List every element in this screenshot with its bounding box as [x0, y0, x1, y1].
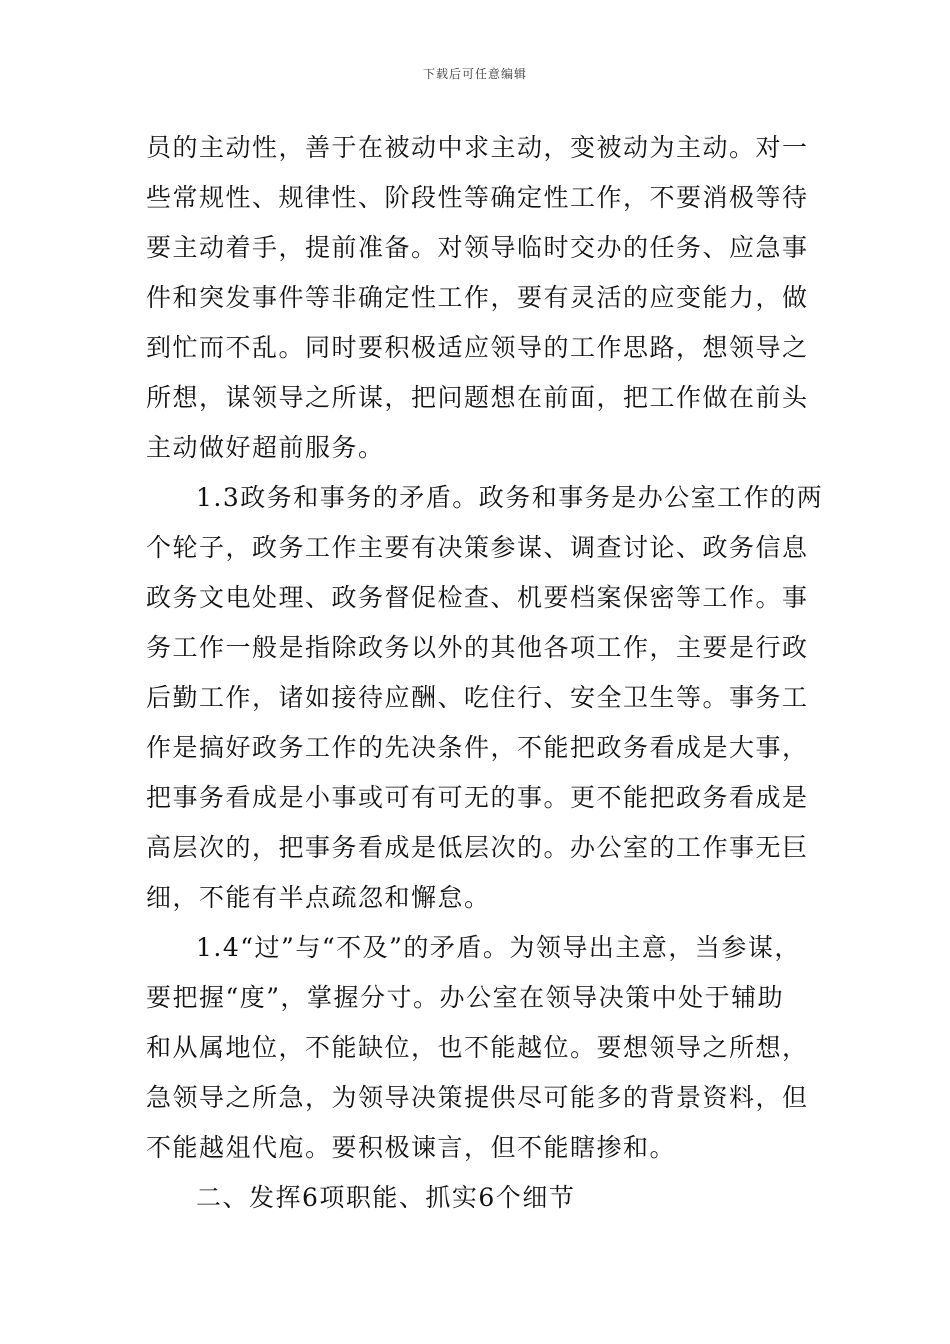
paragraph-start-line: 1.3政务和事务的矛盾。政务和事务是办公室工作的两 [196, 483, 824, 512]
text-line: 后勤工作，诸如接待应酬、吃住行、安全卫生等。事务工 [146, 683, 809, 712]
paragraph-start-line: 1.4“过”与“不及”的矛盾。为领导出主意，当参谋， [196, 933, 801, 962]
text-line: 急领导之所急，为领导决策提供尽可能多的背景资料，但 [146, 1083, 809, 1112]
text-line: 所想，谋领导之所谋，把问题想在前面，把工作做在前头 [146, 383, 809, 412]
text-line: 和从属地位，不能缺位，也不能越位。要想领导之所想， [146, 1033, 809, 1062]
text-line: 员的主动性，善于在被动中求主动，变被动为主动。对一 [146, 133, 809, 162]
text-line: 件和突发事件等非确定性工作，要有灵活的应变能力，做 [146, 283, 809, 312]
page-header: 下载后可任意编辑 [422, 67, 527, 81]
text-line: 要把握“度”，掌握分寸。办公室在领导决策中处于辅助 [146, 983, 785, 1012]
text-line: 到忙而不乱。同时要积极适应领导的工作思路，想领导之 [146, 333, 809, 362]
text-line: 个轮子，政务工作主要有决策参谋、调查讨论、政务信息 [146, 533, 809, 562]
section-heading: 二、发挥6项职能、抓实6个细节 [196, 1183, 576, 1212]
text-line: 些常规性、规律性、阶段性等确定性工作，不要消极等待 [146, 183, 809, 212]
text-line: 作是搞好政务工作的先决条件，不能把政务看成是大事， [146, 733, 809, 762]
text-line: 高层次的，把事务看成是低层次的。办公室的工作事无巨 [146, 833, 809, 862]
text-line: 细，不能有半点疏忽和懈怠。 [146, 883, 491, 912]
text-line: 要主动着手，提前准备。对领导临时交办的任务、应急事 [146, 233, 809, 262]
text-line: 把事务看成是小事或可有可无的事。更不能把政务看成是 [146, 783, 809, 812]
text-line: 不能越俎代庖。要积极谏言，但不能瞎掺和。 [146, 1133, 677, 1162]
text-line: 主动做好超前服务。 [146, 433, 385, 462]
text-line: 政务文电处理、政务督促检查、机要档案保密等工作。事 [146, 583, 809, 612]
text-line: 务工作一般是指除政务以外的其他各项工作，主要是行政 [146, 633, 809, 662]
